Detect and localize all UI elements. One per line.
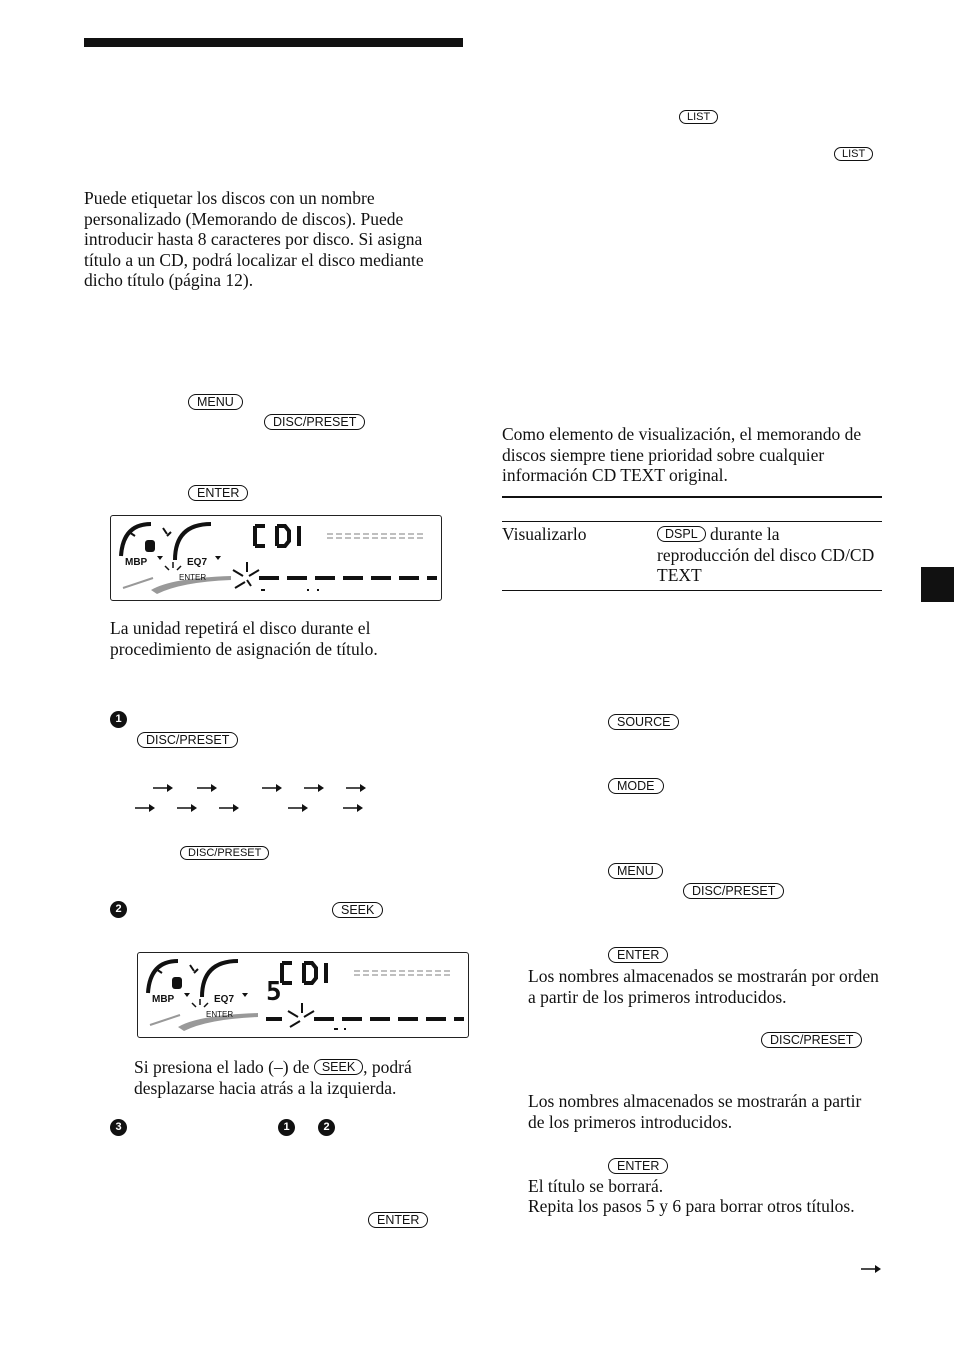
arrow-right-icon	[262, 784, 282, 792]
lcd-display-2	[137, 952, 469, 1038]
enter-button-right: ENTER	[608, 947, 668, 963]
arrow-right-icon	[304, 784, 324, 792]
arrow-right-icon	[153, 784, 173, 792]
continue-arrow-icon	[861, 1265, 881, 1273]
lcd-char: 5	[266, 977, 282, 1007]
table-top-rule	[502, 521, 882, 522]
source-button: SOURCE	[608, 714, 679, 730]
priority-note: Como elemento de visualización, el memorando de discos siempre tiene prioridad sobre cualquier información CD TEXT original.	[502, 424, 862, 486]
heading-bar	[84, 38, 463, 47]
table-label: Visualizarlo	[502, 524, 587, 544]
arrow-right-icon	[197, 784, 217, 792]
seek-note-end: , podrá desplazarse hacia atrás a la izquierda.	[134, 1057, 412, 1098]
seek-note	[134, 1057, 464, 1098]
menu-button: MENU	[188, 394, 243, 410]
disc-preset-button: DISC/PRESET	[264, 414, 365, 430]
list-button: LIST	[679, 110, 718, 124]
list-button-2: LIST	[834, 147, 873, 161]
lcd-enter-label-2: ENTER	[206, 1010, 234, 1019]
seek-note-start: Si presiona el lado (–) de	[134, 1057, 310, 1077]
lcd-eq-label: EQ7	[187, 557, 208, 568]
arrow-right-icon	[135, 804, 155, 812]
side-tab-marker	[921, 567, 954, 602]
stored-names-note: Los nombres almacenados se mostrarán por orden a partir de los primeros introducidos.	[528, 966, 879, 1007]
seek-inline-button: SEEK	[314, 1059, 363, 1075]
disc-preset-button-right-2: DISC/PRESET	[761, 1032, 862, 1048]
mode-button: MODE	[608, 778, 664, 794]
seek-button: SEEK	[332, 902, 383, 918]
step-ref-2-marker: 2	[318, 1119, 335, 1136]
step-3-marker: 3	[110, 1119, 127, 1136]
table-top-rule-thick	[502, 496, 882, 498]
arrow-right-icon	[346, 784, 366, 792]
dspl-inline-button: DSPL	[657, 526, 706, 542]
enter-button-step3: ENTER	[368, 1212, 428, 1228]
enter-button: ENTER	[188, 485, 248, 501]
step-ref-1-marker: 1	[278, 1119, 295, 1136]
lcd-mbp-label-2: MBP	[152, 994, 175, 1005]
menu-button-right: MENU	[608, 863, 663, 879]
stored-names-note-2: Los nombres almacenados se mostrarán a partir de los primeros introducidos.	[528, 1091, 862, 1132]
erase-note-2: Repita los pasos 5 y 6 para borrar otros títulos.	[528, 1196, 855, 1216]
erase-note-1: El título se borrará.	[528, 1176, 664, 1196]
table-description	[657, 524, 883, 586]
lcd-eq-label-2: EQ7	[214, 994, 235, 1005]
step-2-marker: 2	[110, 901, 127, 918]
disc-preset-button-step1: DISC/PRESET	[137, 732, 238, 748]
step-1-marker: 1	[110, 711, 127, 728]
arrow-right-icon	[219, 804, 239, 812]
table-bottom-rule	[502, 590, 882, 591]
lcd-graphic-2	[138, 953, 468, 1037]
table-desc-first: durante la	[710, 524, 780, 544]
lcd-enter-label: ENTER	[179, 573, 207, 582]
lcd-mbp-label: MBP	[125, 557, 148, 568]
arrow-right-icon	[177, 804, 197, 812]
intro-paragraph: Puede etiquetar los discos con un nombre personalizado (Memorando de discos). Puede introducir hasta 8 caracteres por disco. Si asigna título a un CD, podrá localizar el disco mediante dicho título (página 12).	[84, 188, 424, 291]
table-desc-rest: reproducción del disco CD/CD TEXT	[657, 544, 875, 586]
disc-preset-button-step1b: DISC/PRESET	[180, 846, 269, 860]
disc-preset-button-right: DISC/PRESET	[683, 883, 784, 899]
arrow-right-icon	[288, 804, 308, 812]
lcd-display-1	[110, 515, 442, 601]
lcd-graphic-1	[111, 516, 441, 600]
arrow-right-icon	[343, 804, 363, 812]
enter-button-right-2: ENTER	[608, 1158, 668, 1174]
repeat-note: La unidad repetirá el disco durante el procedimiento de asignación de título.	[110, 618, 378, 659]
